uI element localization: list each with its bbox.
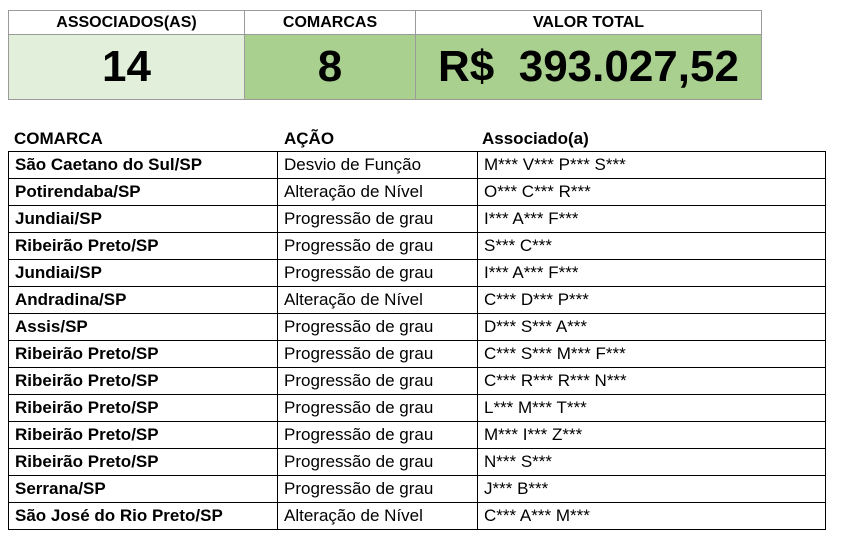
acao-cell: Progressão de grau xyxy=(278,395,478,422)
detail-table xyxy=(8,151,826,530)
column-header-associado: Associado(a) xyxy=(482,129,589,148)
table-row xyxy=(9,341,826,368)
table-row xyxy=(9,449,826,476)
acao-cell: Progressão de grau xyxy=(278,476,478,503)
table-row xyxy=(9,179,826,206)
acao-cell: Progressão de grau xyxy=(278,368,478,395)
associado-cell: L*** M*** T*** xyxy=(478,395,826,422)
table-row xyxy=(9,233,826,260)
associado-cell: M*** I*** Z*** xyxy=(478,422,826,449)
associado-cell: I*** A*** F*** xyxy=(478,260,826,287)
table-row xyxy=(9,287,826,314)
associado-cell: C*** S*** M*** F*** xyxy=(478,341,826,368)
associado-cell: I*** A*** F*** xyxy=(478,206,826,233)
table-row xyxy=(9,206,826,233)
associado-cell: C*** R*** R*** N*** xyxy=(478,368,826,395)
associado-cell: J*** B*** xyxy=(478,476,826,503)
valor-total-header: VALOR TOTAL xyxy=(416,11,762,35)
comarcas-header: COMARCAS xyxy=(245,11,416,35)
table-row xyxy=(9,503,826,530)
comarcas-count: 8 xyxy=(245,35,416,100)
acao-cell: Progressão de grau xyxy=(278,341,478,368)
comarca-cell: Ribeirão Preto/SP xyxy=(9,422,278,449)
table-row xyxy=(9,476,826,503)
valor-total-value: R$ 393.027,52 xyxy=(416,35,762,100)
comarca-cell: Ribeirão Preto/SP xyxy=(9,368,278,395)
table-row xyxy=(9,260,826,287)
acao-cell: Progressão de grau xyxy=(278,233,478,260)
associados-count: 14 xyxy=(9,35,245,100)
acao-cell: Progressão de grau xyxy=(278,422,478,449)
acao-cell: Alteração de Nível xyxy=(278,287,478,314)
acao-cell: Desvio de Função xyxy=(278,152,478,179)
comarca-cell: São José do Rio Preto/SP xyxy=(9,503,278,530)
detail-table-body xyxy=(9,152,826,530)
acao-cell: Progressão de grau xyxy=(278,260,478,287)
comarca-cell: Andradina/SP xyxy=(9,287,278,314)
comarca-cell: São Caetano do Sul/SP xyxy=(9,152,278,179)
comarca-cell: Serrana/SP xyxy=(9,476,278,503)
associado-cell: M*** V*** P*** S*** xyxy=(478,152,826,179)
table-row xyxy=(9,314,826,341)
associado-cell: C*** A*** M*** xyxy=(478,503,826,530)
comarca-cell: Jundiai/SP xyxy=(9,260,278,287)
associado-cell: S*** C*** xyxy=(478,233,826,260)
acao-cell: Progressão de grau xyxy=(278,314,478,341)
associados-header: ASSOCIADOS(AS) xyxy=(9,11,245,35)
comarca-cell: Assis/SP xyxy=(9,314,278,341)
table-row xyxy=(9,152,826,179)
associado-cell: C*** D*** P*** xyxy=(478,287,826,314)
comarca-cell: Ribeirão Preto/SP xyxy=(9,341,278,368)
table-row xyxy=(9,422,826,449)
column-header-comarca: COMARCA xyxy=(14,129,103,148)
associado-cell: N*** S*** xyxy=(478,449,826,476)
acao-cell: Progressão de grau xyxy=(278,206,478,233)
table-row xyxy=(9,368,826,395)
acao-cell: Alteração de Nível xyxy=(278,179,478,206)
comarca-cell: Jundiai/SP xyxy=(9,206,278,233)
associado-cell: O*** C*** R*** xyxy=(478,179,826,206)
acao-cell: Progressão de grau xyxy=(278,449,478,476)
comarca-cell: Potirendaba/SP xyxy=(9,179,278,206)
acao-cell: Alteração de Nível xyxy=(278,503,478,530)
table-row xyxy=(9,395,826,422)
column-header-acao: AÇÃO xyxy=(284,129,335,148)
comarca-cell: Ribeirão Preto/SP xyxy=(9,449,278,476)
comarca-cell: Ribeirão Preto/SP xyxy=(9,233,278,260)
comarca-cell: Ribeirão Preto/SP xyxy=(9,395,278,422)
summary-table xyxy=(8,10,762,100)
associado-cell: D*** S*** A*** xyxy=(478,314,826,341)
